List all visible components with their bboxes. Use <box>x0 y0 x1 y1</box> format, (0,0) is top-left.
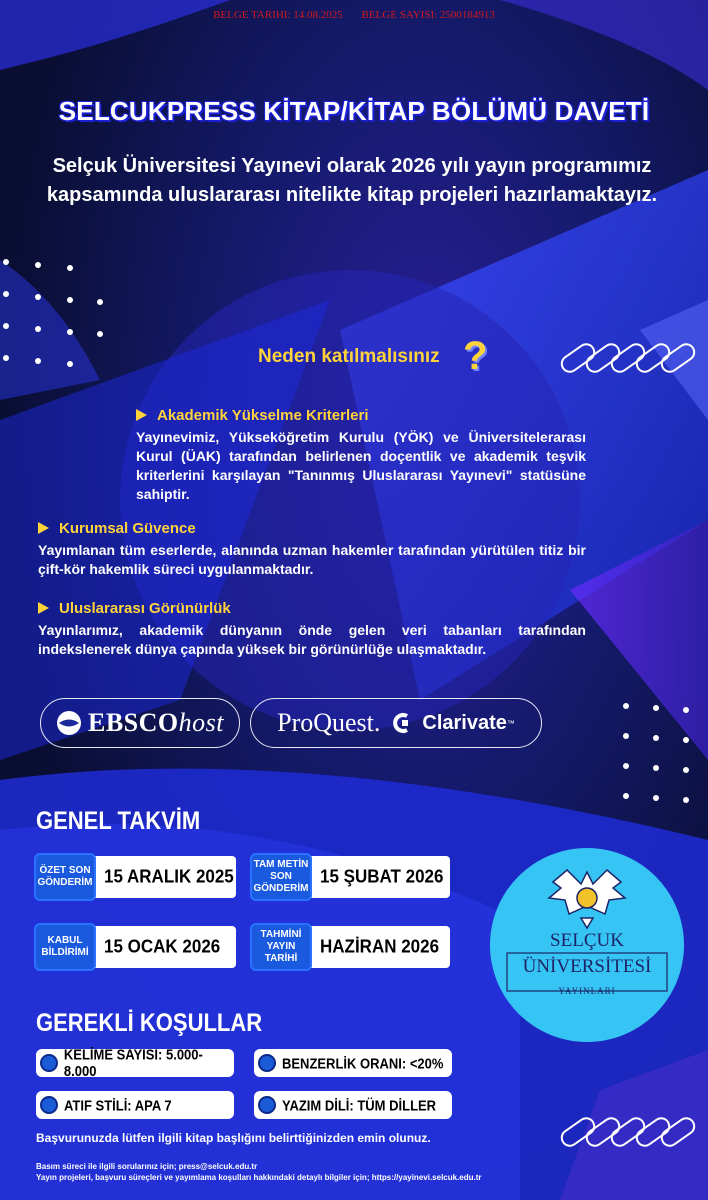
clarivate-trademark: ™ <box>506 718 515 728</box>
calendar-tag: TAHMİNİ YAYIN TARİHİ <box>250 923 312 971</box>
requirements-heading: GEREKLİ KOŞULLAR <box>36 1008 263 1037</box>
section-heading-academic <box>136 407 369 424</box>
triangle-bullet-icon <box>136 409 147 421</box>
footer-press-contact: Basım süreci ile ilgili sorularınız için; press@selcuk.edu.tr <box>36 1162 258 1171</box>
requirement-word-count <box>36 1046 234 1080</box>
section-body-visibility: Yayınlarımız, akademik dünyanın önde gelen veri tabanları tarafından indekslenerek dünya çapında yüksek bir görünürlüğe ulaşmaktadır. <box>38 622 586 657</box>
left-wave <box>0 260 100 400</box>
footer-info-link: Yayın projeleri, başvuru süreçleri ve yayımlama koşulları hakkındaki detaylı bilgiler için; https://yayinevi.selcuk.edu.tr <box>36 1173 482 1182</box>
section-heading-text: Uluslararası Görünürlük <box>59 600 231 617</box>
proquest-clarivate-logo <box>250 698 542 748</box>
section-heading-assurance <box>38 520 196 537</box>
calendar-heading: GENEL TAKVİM <box>36 806 201 835</box>
double-eagle-icon <box>547 862 627 930</box>
calendar-tag: ÖZET SON GÖNDERİM <box>34 853 96 901</box>
requirement-text: YAZIM DİLİ: TÜM DİLLER <box>282 1096 437 1114</box>
ebsco-main-text: EBSCO <box>88 708 179 737</box>
calendar-item-acceptance <box>40 926 236 968</box>
why-heading: Neden katılmalısınız <box>258 346 440 367</box>
triangle-bullet-icon <box>38 522 49 534</box>
requirement-text: ATIF STİLİ: APA 7 <box>64 1096 172 1114</box>
calendar-tag: TAM METİN SON GÖNDERİM <box>250 853 312 901</box>
requirement-language <box>254 1091 452 1119</box>
calendar-item-abstract <box>37 856 236 898</box>
page-title: SELCUKPRESS KİTAP/KİTAP BÖLÜMÜ DAVETİ <box>58 96 650 126</box>
ebsco-logo <box>40 698 240 748</box>
requirement-text: BENZERLİK ORANI: <20% <box>282 1054 444 1072</box>
calendar-date: 15 ARALIK 2025 <box>104 866 234 887</box>
intro-text: Selçuk Üniversitesi Yayınevi olarak 2026 yılı yayın programımız kapsamında uluslararası nitelikte kitap projeleri hazırlamaktayız. <box>46 155 658 206</box>
proquest-text: ProQuest. <box>277 708 381 737</box>
section-body-assurance: Yayımlanan tüm eserlerde, alanında uzman hakemler tarafından yürütülen titiz bir çift-kör hakemlik süreci uygulanmaktadır. <box>38 542 586 577</box>
document-date: BELGE TARIHI: 14.08.2025 <box>213 9 343 21</box>
application-note: Başvurunuzda lütfen ilgili kitap başlığını belirttiğinizden emin olunuz. <box>36 1131 431 1145</box>
section-heading-text: Kurumsal Güvence <box>59 520 196 537</box>
seal-line-1: SELÇUK <box>550 930 624 951</box>
clarivate-text: Clarivate <box>422 711 507 734</box>
section-heading-text: Akademik Yükselme Kriterleri <box>157 407 369 424</box>
document-meta <box>0 9 708 21</box>
calendar-date: 15 OCAK 2026 <box>104 936 221 957</box>
question-mark-icon: ? <box>463 334 488 378</box>
bullet-dot-icon <box>258 1096 276 1114</box>
bullet-dot-icon <box>40 1054 58 1072</box>
calendar-tag: KABUL BİLDİRİMİ <box>34 923 96 971</box>
triangle-bullet-icon <box>38 602 49 614</box>
bullet-dot-icon <box>258 1054 276 1072</box>
document-number: BELGE SAYISI: 2500184913 <box>361 9 495 21</box>
requirement-similarity <box>254 1049 452 1077</box>
requirement-citation <box>36 1091 234 1119</box>
calendar-item-fulltext <box>253 856 450 898</box>
seal-line-2: ÜNİVERSİTESİ <box>522 956 652 977</box>
seal-line-3: YAYINLARI <box>558 986 616 996</box>
requirement-text: KELİME SAYISI: 5.000-8.000 <box>63 1046 203 1080</box>
ebsco-globe-icon <box>56 710 82 736</box>
section-heading-visibility <box>38 600 231 617</box>
bullet-dot-icon <box>40 1096 58 1114</box>
clarivate-mark-icon <box>392 712 414 734</box>
calendar-date: 15 ŞUBAT 2026 <box>320 866 444 887</box>
ebsco-sub-text: host <box>178 708 224 737</box>
section-body-academic: Yayınevimiz, Yükseköğretim Kurulu (YÖK) ve Üniversitelerarası Kurul (ÜAK) tarafından belirlenen doçentlik ve akademik teşvik kriterlerini karşılayan "Tanınmış Uluslararası Yayınevi" statüsüne sahiptir. <box>136 429 586 502</box>
calendar-item-publication <box>256 926 450 968</box>
calendar-date: HAZİRAN 2026 <box>320 936 440 957</box>
